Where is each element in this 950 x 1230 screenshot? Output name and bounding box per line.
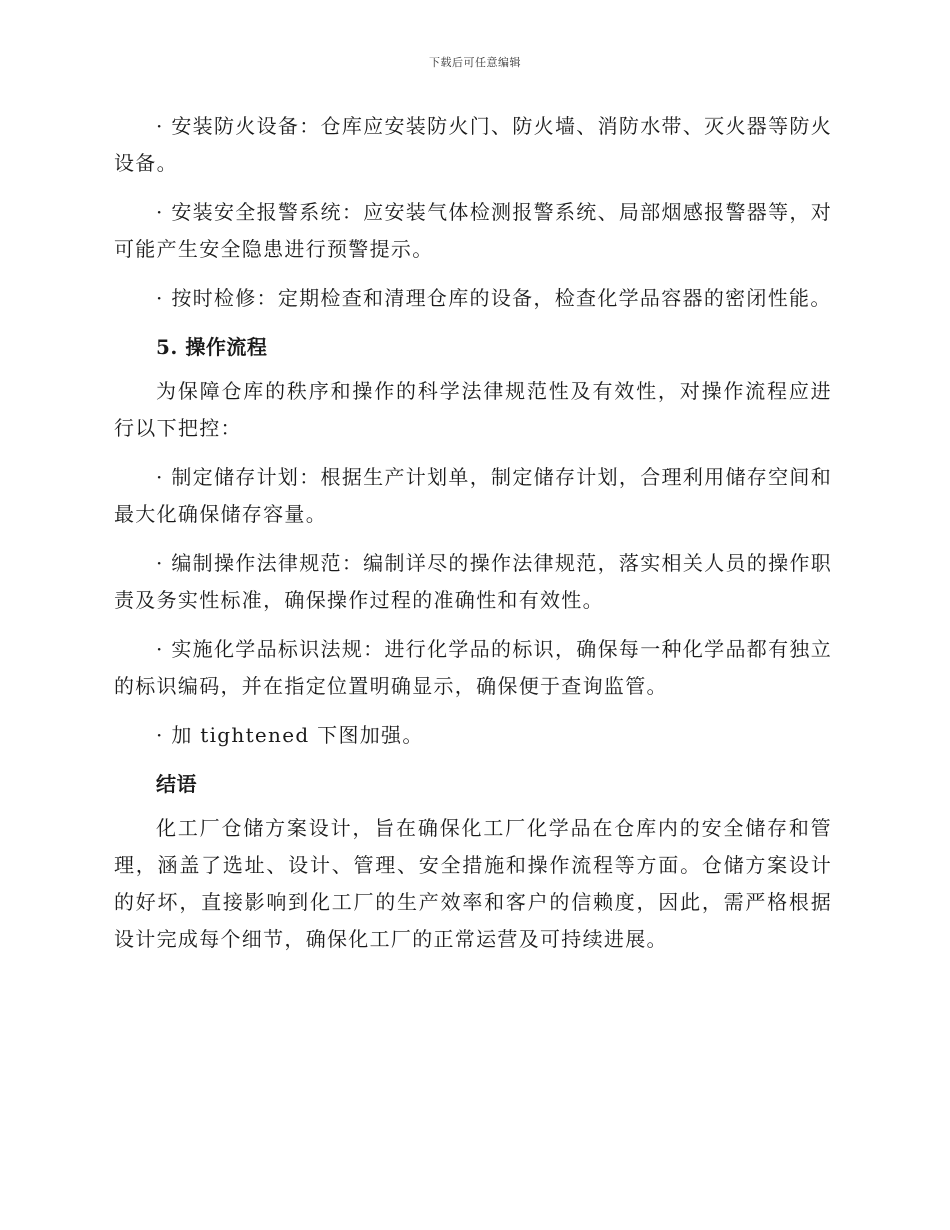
bullet-maintenance: · 按时检修：定期检查和清理仓库的设备，检查化学品容器的密闭性能。 xyxy=(156,286,832,310)
bullet-alarm-system: · 安装安全报警系统：应安装气体检测报警系统、局部烟感报警器等，对可能产生安全隐患进行预警提示。 xyxy=(114,200,832,261)
bullet-operation-rules: · 编制操作法律规范：编制详尽的操作法律规范，落实相关人员的操作职责及务实性标准，确保操作过程的准确性和有效性。 xyxy=(114,551,832,612)
section-heading-operation: 5. 操作流程 xyxy=(156,335,268,359)
bullet-reinforcement: · 加 tightened 下图加强。 xyxy=(156,723,424,747)
bullet-fire-equipment: · 安装防火设备：仓库应安装防火门、防火墙、消防水带、灭火器等防火设备。 xyxy=(114,114,832,175)
document-body xyxy=(114,108,832,970)
conclusion-paragraph: 化工厂仓储方案设计，旨在确保化工厂化学品在仓库内的安全储存和管理，涵盖了选址、设计、管理、安全措施和操作流程等方面。仓储方案设计的好坏，直接影响到化工厂的生产效率和客户的信赖度，因此，需严格根据设计完成每个细节，确保化工厂的正常运营及可持续进展。 xyxy=(114,816,832,951)
bullet-chemical-labeling: · 实施化学品标识法规：进行化学品的标识，确保每一种化学品都有独立的标识编码，并在指定位置明确显示，确保便于查询监管。 xyxy=(114,637,832,698)
operation-intro: 为保障仓库的秩序和操作的科学法律规范性及有效性，对操作流程应进行以下把控： xyxy=(114,379,832,440)
section-heading-conclusion: 结语 xyxy=(156,772,197,796)
bullet-storage-plan: · 制定储存计划：根据生产计划单，制定储存计划，合理利用储存空间和最大化确保储存容量。 xyxy=(114,465,832,526)
page-header: 下载后可任意编辑 xyxy=(429,56,521,69)
